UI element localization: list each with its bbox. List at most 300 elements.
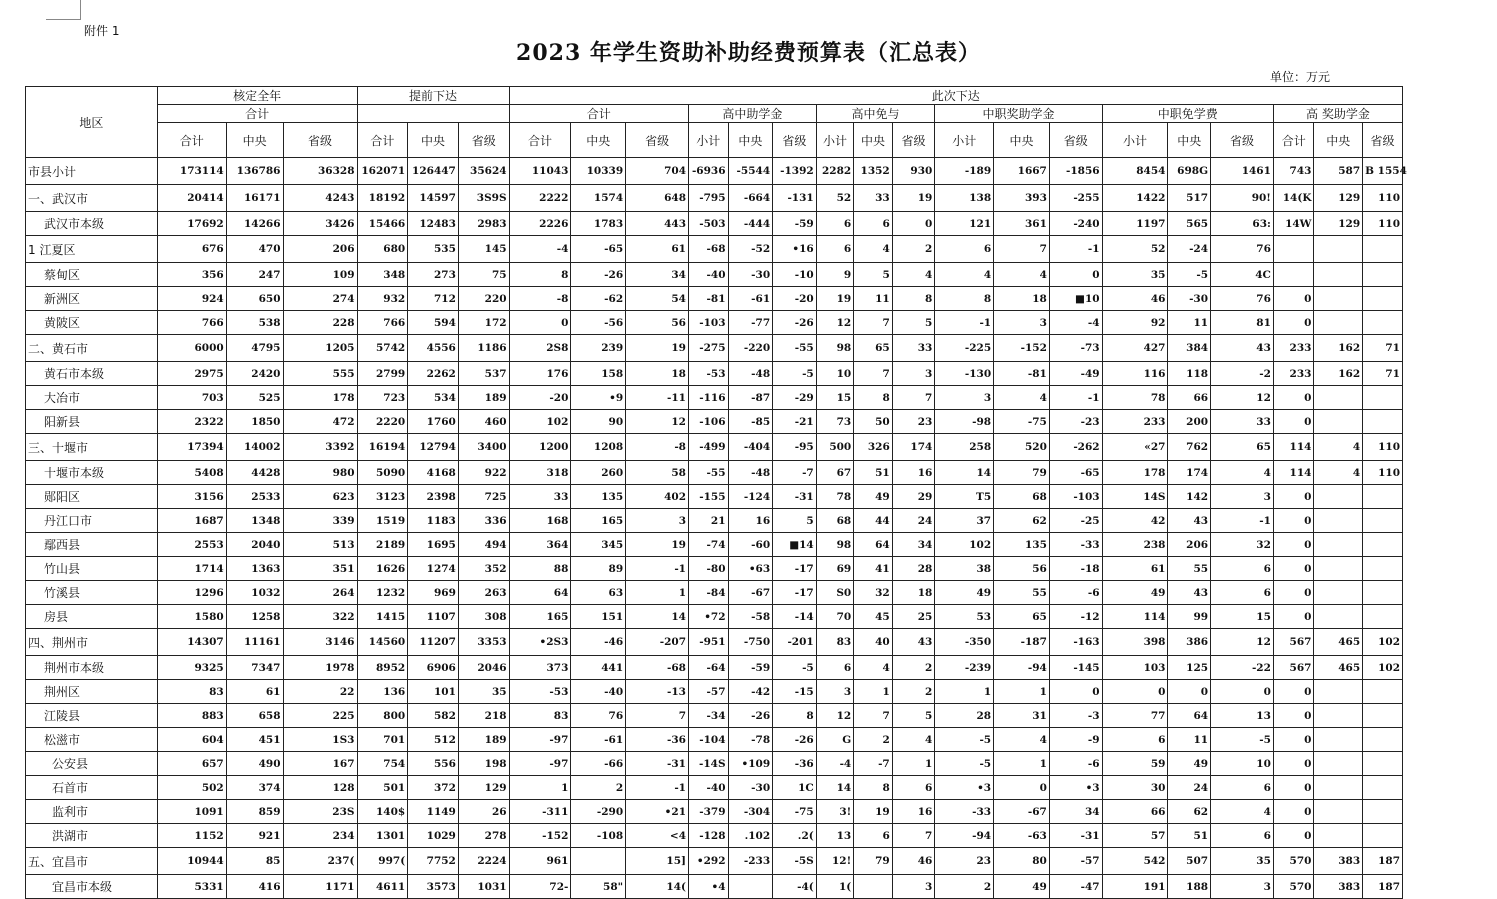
value-cell: 7 — [994, 236, 1050, 263]
value-cell: 701 — [357, 728, 408, 752]
value-cell: 79 — [854, 848, 893, 875]
value-cell: 188 — [1168, 875, 1211, 899]
region-name-cell: 新洲区 — [26, 287, 158, 311]
value-cell: -152 — [509, 824, 571, 848]
value-cell: 98 — [816, 533, 854, 557]
value-cell: 56 — [626, 311, 689, 335]
value-cell: ■14 — [773, 533, 817, 557]
header-row-1 — [26, 87, 1403, 105]
value-cell: 135 — [994, 533, 1050, 557]
value-cell: 35 — [1102, 263, 1168, 287]
region-name-cell: 一、武汉市 — [26, 185, 158, 212]
value-cell: 3 — [892, 362, 935, 386]
value-cell: -31 — [1049, 824, 1102, 848]
table-row — [26, 581, 1403, 605]
value-cell: •3 — [935, 776, 994, 800]
value-cell: 43 — [1168, 509, 1211, 533]
value-cell: 174 — [1168, 461, 1211, 485]
value-cell: 187 — [1363, 875, 1403, 899]
value-cell: 151 — [571, 605, 626, 629]
value-cell: -21 — [773, 410, 817, 434]
value-cell — [1314, 509, 1363, 533]
value-cell: 502 — [157, 776, 226, 800]
value-cell: 258 — [935, 434, 994, 461]
table-row — [26, 533, 1403, 557]
region-name-cell: 五、宜昌市 — [26, 848, 158, 875]
value-cell: 383 — [1314, 875, 1363, 899]
value-cell: ■10 — [1049, 287, 1102, 311]
col-label: 小计 — [935, 123, 994, 158]
value-cell: 8454 — [1102, 158, 1168, 185]
value-cell: -5S — [773, 848, 817, 875]
value-cell: 162 — [1314, 362, 1363, 386]
value-cell: 384 — [1168, 335, 1211, 362]
value-cell: -10 — [773, 263, 817, 287]
region-name-cell: 黄石市本级 — [26, 362, 158, 386]
value-cell: 12794 — [408, 434, 459, 461]
value-cell: 6 — [1211, 776, 1274, 800]
value-cell: 0 — [1273, 533, 1314, 557]
value-cell: 21 — [689, 509, 729, 533]
value-cell: 930 — [892, 158, 935, 185]
value-cell: 83 — [816, 629, 854, 656]
value-cell: 556 — [408, 752, 459, 776]
value-cell: 4 — [1314, 461, 1363, 485]
value-cell: -48 — [728, 461, 773, 485]
value-cell: 99 — [1168, 605, 1211, 629]
value-cell: -64 — [689, 656, 729, 680]
value-cell: 7 — [626, 704, 689, 728]
value-cell: 110 — [1363, 212, 1403, 236]
value-cell: 98 — [816, 335, 854, 362]
value-cell: 542 — [1102, 848, 1168, 875]
value-cell: -379 — [689, 800, 729, 824]
value-cell: 932 — [357, 287, 408, 311]
value-cell: -22 — [1211, 656, 1274, 680]
value-cell: 12 — [1211, 629, 1274, 656]
value-cell: 136 — [357, 680, 408, 704]
value-cell: 565 — [1168, 212, 1211, 236]
value-cell: 26 — [458, 800, 509, 824]
value-cell: -1856 — [1049, 158, 1102, 185]
value-cell: 1186 — [458, 335, 509, 362]
value-cell: -15 — [773, 680, 817, 704]
value-cell: 53 — [935, 605, 994, 629]
value-cell: 1 — [509, 776, 571, 800]
value-cell: 517 — [1168, 185, 1211, 212]
value-cell: 0 — [509, 311, 571, 335]
value-cell: 35 — [458, 680, 509, 704]
value-cell: 13 — [1211, 704, 1274, 728]
region-name-cell: 荆州区 — [26, 680, 158, 704]
value-cell: 52 — [816, 185, 854, 212]
value-cell: 921 — [226, 824, 283, 848]
value-cell: 2220 — [357, 410, 408, 434]
value-cell: -951 — [689, 629, 729, 656]
value-cell: 11161 — [226, 629, 283, 656]
value-cell: -207 — [626, 629, 689, 656]
region-name-cell: 十堰市本级 — [26, 461, 158, 485]
value-cell: -20 — [509, 386, 571, 410]
value-cell: •292 — [689, 848, 729, 875]
col-label: 合计 — [509, 123, 571, 158]
value-cell: 507 — [1168, 848, 1211, 875]
value-cell: 49 — [935, 581, 994, 605]
value-cell: 85 — [226, 848, 283, 875]
value-cell: 2420 — [226, 362, 283, 386]
value-cell: 37 — [935, 509, 994, 533]
col-label: 中央 — [1314, 123, 1363, 158]
value-cell: 1171 — [283, 875, 357, 899]
value-cell: -163 — [1049, 629, 1102, 656]
current-total-header: 合计 — [509, 105, 688, 123]
value-cell: 6 — [816, 236, 854, 263]
value-cell — [1314, 728, 1363, 752]
value-cell: 81 — [1211, 311, 1274, 335]
col-label: 中央 — [994, 123, 1050, 158]
value-cell: 65 — [994, 605, 1050, 629]
region-header: 地区 — [26, 87, 158, 158]
value-cell: 64 — [509, 581, 571, 605]
col-label: 省级 — [626, 123, 689, 158]
value-cell: 121 — [935, 212, 994, 236]
value-cell — [1363, 728, 1403, 752]
value-cell: 49 — [994, 875, 1050, 899]
value-cell: 110 — [1363, 434, 1403, 461]
value-cell: -239 — [935, 656, 994, 680]
value-cell: 4556 — [408, 335, 459, 362]
value-cell: 1580 — [157, 605, 226, 629]
value-cell: 31 — [994, 704, 1050, 728]
value-cell: 1031 — [458, 875, 509, 899]
value-cell: -58 — [728, 605, 773, 629]
value-cell: 1232 — [357, 581, 408, 605]
value-cell: 77 — [1102, 704, 1168, 728]
value-cell: 61 — [226, 680, 283, 704]
value-cell: 6 — [1102, 728, 1168, 752]
value-cell: 176 — [509, 362, 571, 386]
value-cell: •3 — [1049, 776, 1102, 800]
value-cell: 76 — [571, 704, 626, 728]
value-cell: -255 — [1049, 185, 1102, 212]
value-cell — [1363, 533, 1403, 557]
value-cell: 0 — [1102, 680, 1168, 704]
value-cell: 373 — [509, 656, 571, 680]
region-name-cell: 四、荆州市 — [26, 629, 158, 656]
value-cell: 308 — [458, 605, 509, 629]
value-cell — [1363, 680, 1403, 704]
value-cell: •109 — [728, 752, 773, 776]
value-cell: 658 — [226, 704, 283, 728]
value-cell: 0 — [1273, 680, 1314, 704]
value-cell: 1183 — [408, 509, 459, 533]
value-cell: 33 — [854, 185, 893, 212]
value-cell: 0 — [1168, 680, 1211, 704]
value-cell: 512 — [408, 728, 459, 752]
value-cell: -14 — [773, 605, 817, 629]
value-cell: 162071 — [357, 158, 408, 185]
value-cell: 650 — [226, 287, 283, 311]
value-cell: 109 — [283, 263, 357, 287]
value-cell: -795 — [689, 185, 729, 212]
col-label: 合计 — [357, 123, 408, 158]
value-cell: -4 — [1049, 311, 1102, 335]
value-cell: 2553 — [157, 533, 226, 557]
value-cell: 23 — [935, 848, 994, 875]
value-cell: 3! — [816, 800, 854, 824]
region-name-cell: 洪湖市 — [26, 824, 158, 848]
value-cell: 3 — [816, 680, 854, 704]
value-cell: 997( — [357, 848, 408, 875]
voc-waiver-header: 中职免学费 — [1102, 105, 1273, 123]
value-cell: 220 — [458, 287, 509, 311]
value-cell: 138 — [935, 185, 994, 212]
value-cell: 2046 — [458, 656, 509, 680]
value-cell: 2S8 — [509, 335, 571, 362]
value-cell: 118 — [1168, 362, 1211, 386]
table-row — [26, 800, 1403, 824]
value-cell: 6 — [854, 212, 893, 236]
value-cell: -57 — [689, 680, 729, 704]
value-cell: -18 — [1049, 557, 1102, 581]
value-cell: 102 — [1363, 656, 1403, 680]
value-cell: 3123 — [357, 485, 408, 509]
value-cell — [854, 875, 893, 899]
value-cell: 34 — [626, 263, 689, 287]
value-cell: -11 — [626, 386, 689, 410]
value-cell: 15466 — [357, 212, 408, 236]
value-cell: 11 — [1168, 728, 1211, 752]
value-cell: 3392 — [283, 434, 357, 461]
value-cell: 14002 — [226, 434, 283, 461]
value-cell: -12 — [1049, 605, 1102, 629]
value-cell: •16 — [773, 236, 817, 263]
value-cell: 178 — [1102, 461, 1168, 485]
value-cell: -53 — [509, 680, 571, 704]
value-cell — [571, 848, 626, 875]
value-cell: 2222 — [509, 185, 571, 212]
value-cell: 657 — [157, 752, 226, 776]
value-cell: 12 — [816, 704, 854, 728]
value-cell: «27 — [1102, 434, 1168, 461]
value-cell: 393 — [994, 185, 1050, 212]
value-cell: 67 — [816, 461, 854, 485]
value-cell: 168 — [509, 509, 571, 533]
value-cell: 537 — [458, 362, 509, 386]
value-cell: 5 — [892, 704, 935, 728]
value-cell: 1091 — [157, 800, 226, 824]
value-cell: -106 — [689, 410, 729, 434]
region-name-cell: 武汉市本级 — [26, 212, 158, 236]
value-cell: 4 — [935, 263, 994, 287]
value-cell: 7 — [854, 362, 893, 386]
value-cell: 9325 — [157, 656, 226, 680]
value-cell: 460 — [458, 410, 509, 434]
value-cell: 961 — [509, 848, 571, 875]
value-cell: -275 — [689, 335, 729, 362]
value-cell: -350 — [935, 629, 994, 656]
value-cell: 11043 — [509, 158, 571, 185]
value-cell: 16 — [728, 509, 773, 533]
value-cell — [1363, 236, 1403, 263]
value-cell: 41 — [854, 557, 893, 581]
value-cell: -304 — [728, 800, 773, 824]
value-cell: 0 — [1273, 728, 1314, 752]
value-cell: 762 — [1168, 434, 1211, 461]
value-cell: 2 — [571, 776, 626, 800]
value-cell: 129 — [458, 776, 509, 800]
value-cell: -36 — [773, 752, 817, 776]
value-cell: 1850 — [226, 410, 283, 434]
value-cell: 1687 — [157, 509, 226, 533]
value-cell: 80 — [994, 848, 1050, 875]
value-cell: 114 — [1273, 434, 1314, 461]
table-row — [26, 557, 1403, 581]
value-cell: 980 — [283, 461, 357, 485]
value-cell: -63 — [994, 824, 1050, 848]
value-cell: 2975 — [157, 362, 226, 386]
value-cell: -33 — [935, 800, 994, 824]
table-row — [26, 776, 1403, 800]
value-cell — [728, 875, 773, 899]
value-cell: 28 — [892, 557, 935, 581]
value-cell: 191 — [1102, 875, 1168, 899]
region-name-cell: 监利市 — [26, 800, 158, 824]
col-label: 小计 — [816, 123, 854, 158]
value-cell: 5090 — [357, 461, 408, 485]
value-cell: 1197 — [1102, 212, 1168, 236]
value-cell: -59 — [728, 656, 773, 680]
value-cell: 43 — [1168, 581, 1211, 605]
value-cell: -75 — [994, 410, 1050, 434]
value-cell: 922 — [458, 461, 509, 485]
value-cell: -80 — [689, 557, 729, 581]
value-cell: 34 — [1049, 800, 1102, 824]
value-cell: -36 — [626, 728, 689, 752]
value-cell: -4 — [509, 236, 571, 263]
value-cell: 58 — [626, 461, 689, 485]
value-cell: 6 — [816, 212, 854, 236]
value-cell: 2983 — [458, 212, 509, 236]
value-cell: 7 — [854, 311, 893, 335]
value-cell: 339 — [283, 509, 357, 533]
value-cell: 3 — [1211, 485, 1274, 509]
region-name-cell: 宜昌市本级 — [26, 875, 158, 899]
current-header: 此次下达 — [509, 87, 1402, 105]
value-cell: 114 — [1273, 461, 1314, 485]
value-cell — [1314, 557, 1363, 581]
value-cell: 1296 — [157, 581, 226, 605]
value-cell: 55 — [1168, 557, 1211, 581]
value-cell: 49 — [854, 485, 893, 509]
value-cell: 4243 — [283, 185, 357, 212]
value-cell: 1258 — [226, 605, 283, 629]
value-cell: 273 — [408, 263, 459, 287]
table-row — [26, 335, 1403, 362]
value-cell: 704 — [626, 158, 689, 185]
value-cell: -8 — [509, 287, 571, 311]
header-row-3 — [26, 123, 1403, 158]
value-cell: 237( — [283, 848, 357, 875]
value-cell: -290 — [571, 800, 626, 824]
value-cell: 712 — [408, 287, 459, 311]
value-cell: 2226 — [509, 212, 571, 236]
value-cell: -189 — [935, 158, 994, 185]
value-cell: 140$ — [357, 800, 408, 824]
value-cell: 374 — [226, 776, 283, 800]
value-cell: 36328 — [283, 158, 357, 185]
col-label: 省级 — [1363, 123, 1403, 158]
table-row — [26, 485, 1403, 509]
value-cell: 4611 — [357, 875, 408, 899]
value-cell: 3 — [994, 311, 1050, 335]
value-cell — [1314, 410, 1363, 434]
value-cell — [1363, 509, 1403, 533]
value-cell: 7 — [854, 704, 893, 728]
value-cell — [1314, 680, 1363, 704]
value-cell: 128 — [283, 776, 357, 800]
value-cell: -103 — [689, 311, 729, 335]
value-cell: 364 — [509, 533, 571, 557]
region-name-cell: 松滋市 — [26, 728, 158, 752]
value-cell: 206 — [283, 236, 357, 263]
value-cell: 228 — [283, 311, 357, 335]
table-row — [26, 263, 1403, 287]
value-cell: 43 — [892, 629, 935, 656]
value-cell: 4 — [1211, 461, 1274, 485]
value-cell: 129 — [1314, 212, 1363, 236]
value-cell: 14 — [626, 605, 689, 629]
value-cell: 12 — [1211, 386, 1274, 410]
value-cell: 348 — [357, 263, 408, 287]
value-cell — [1363, 311, 1403, 335]
value-cell: 1363 — [226, 557, 283, 581]
value-cell: 1783 — [571, 212, 626, 236]
value-cell: -55 — [689, 461, 729, 485]
value-cell: 698G — [1168, 158, 1211, 185]
value-cell: 7 — [892, 386, 935, 410]
value-cell: 23 — [892, 410, 935, 434]
value-cell: 0 — [1273, 800, 1314, 824]
value-cell: 29 — [892, 485, 935, 509]
value-cell: 200 — [1168, 410, 1211, 434]
value-cell: -5 — [1168, 263, 1211, 287]
value-cell: 398 — [1102, 629, 1168, 656]
table-row — [26, 704, 1403, 728]
value-cell: 16 — [892, 461, 935, 485]
value-cell: 4 — [994, 728, 1050, 752]
value-cell: 1574 — [571, 185, 626, 212]
value-cell: 8 — [892, 287, 935, 311]
value-cell: 20414 — [157, 185, 226, 212]
value-cell: 6000 — [157, 335, 226, 362]
value-cell: 46 — [1102, 287, 1168, 311]
value-cell: -262 — [1049, 434, 1102, 461]
value-cell: 51 — [1168, 824, 1211, 848]
value-cell: 126447 — [408, 158, 459, 185]
value-cell: 76 — [1211, 236, 1274, 263]
value-cell: -130 — [935, 362, 994, 386]
value-cell — [1314, 311, 1363, 335]
value-cell: 1461 — [1211, 158, 1274, 185]
value-cell: 70 — [816, 605, 854, 629]
value-cell: 61 — [1102, 557, 1168, 581]
value-cell: 1422 — [1102, 185, 1168, 212]
value-cell: 114 — [1102, 605, 1168, 629]
value-cell: 570 — [1273, 848, 1314, 875]
value-cell: -131 — [773, 185, 817, 212]
value-cell: -404 — [728, 434, 773, 461]
